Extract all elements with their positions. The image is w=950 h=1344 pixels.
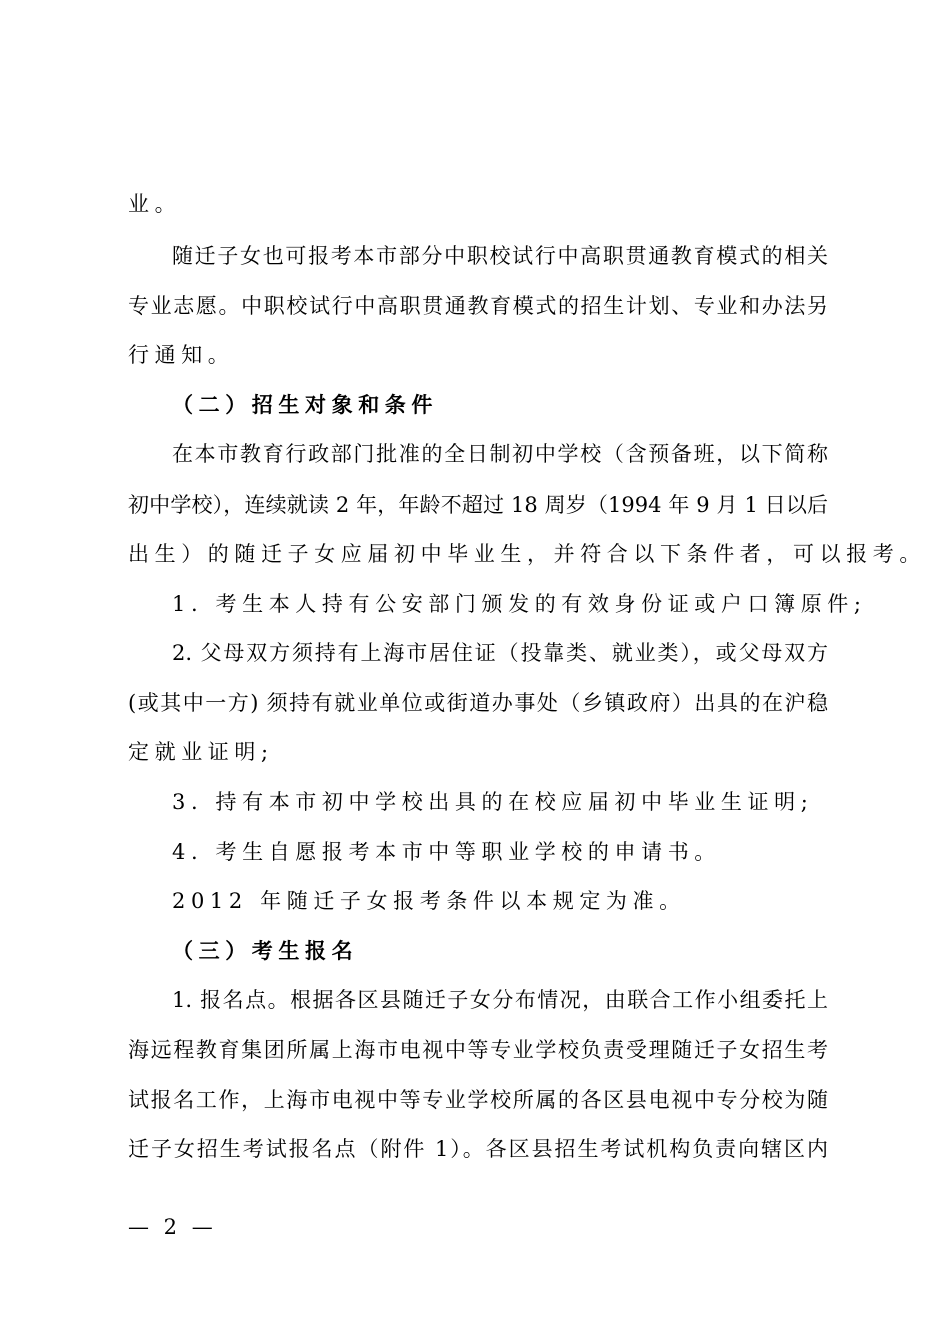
page-number: — 2 — xyxy=(128,1215,217,1239)
text-line: 业。 xyxy=(128,192,182,216)
text-line: 3. 持有本市初中学校出具的在校应届初中毕业生证明; xyxy=(172,790,814,814)
section-heading: （三）考生报名 xyxy=(172,938,359,963)
text-line: 1. 报名点。根据各区县随迁子女分布情况，由联合工作小组委托上 xyxy=(172,988,828,1012)
text-line: 试报名工作，上海市电视中等专业学校所属的各区县电视中专分校为随 xyxy=(128,1088,828,1112)
section-heading: （二）招生对象和条件 xyxy=(172,392,438,417)
text-line: 2012 年随迁子女报考条件以本规定为准。 xyxy=(172,889,686,913)
text-line: 行通知。 xyxy=(128,343,235,367)
text-line: 海远程教育集团所属上海市电视中等专业学校负责受理随迁子女招生考 xyxy=(128,1038,828,1062)
text-line: 定就业证明; xyxy=(128,740,274,764)
text-line: 2. 父母双方须持有上海市居住证（投靠类、就业类），或父母双方 xyxy=(172,641,828,665)
text-line: 迁子女招生考试报名点（附件 1）。各区县招生考试机构负责向辖区内 xyxy=(128,1137,828,1161)
text-line: 初中学校），连续就读 2 年，年龄不超过 18 周岁（1994 年 9 月 1 日以后 xyxy=(128,493,828,517)
text-line: 出生）的随迁子女应届初中毕业生，并符合以下条件者，可以报考。 xyxy=(128,542,926,566)
text-line: 1. 考生本人持有公安部门颁发的有效身份证或户口簿原件; xyxy=(172,592,867,616)
text-line: 4. 考生自愿报考本市中等职业学校的申请书。 xyxy=(172,840,721,864)
text-line: 随迁子女也可报考本市部分中职校试行中高职贯通教育模式的相关 xyxy=(172,244,828,268)
text-line: (或其中一方) 须持有就业单位或街道办事处（乡镇政府）出具的在沪稳 xyxy=(128,691,828,715)
text-line: 在本市教育行政部门批准的全日制初中学校（含预备班，以下简称 xyxy=(172,442,828,466)
text-line: 专业志愿。中职校试行中高职贯通教育模式的招生计划、专业和办法另 xyxy=(128,294,828,318)
